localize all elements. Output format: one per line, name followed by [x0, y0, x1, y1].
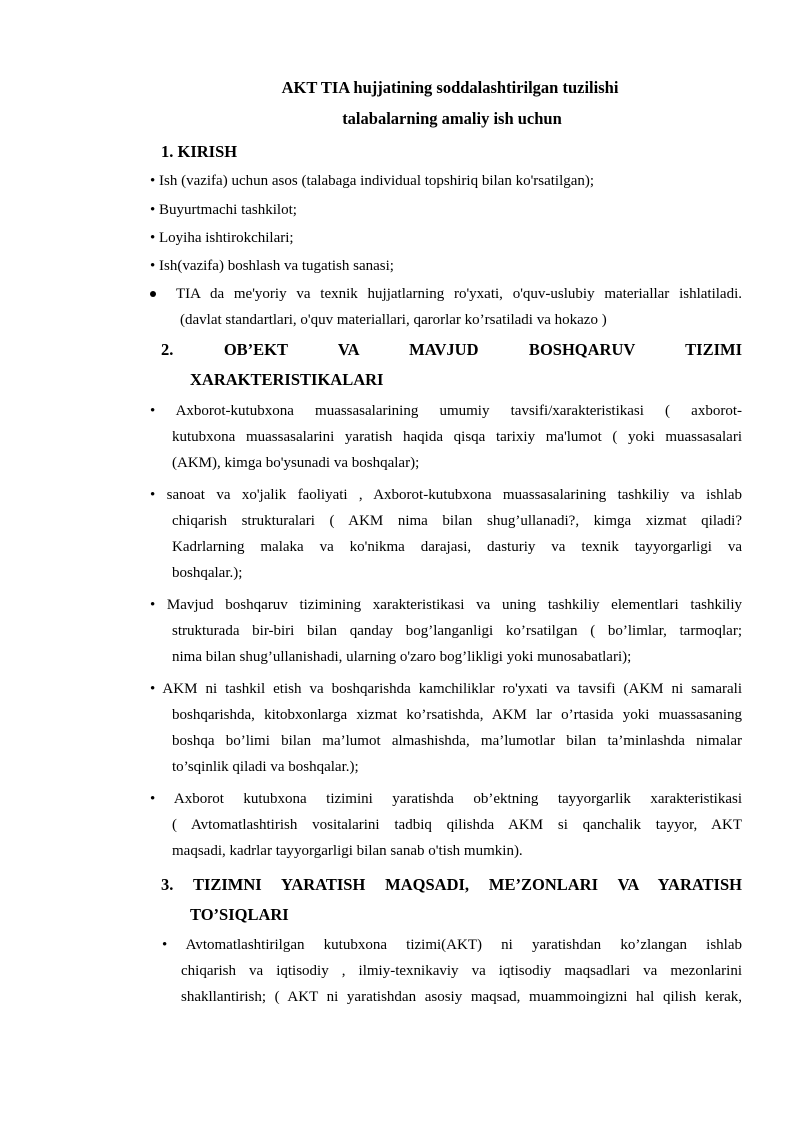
list-item: • Mavjud boshqaruv tizimining xarakteristikasi va uning tashkiliy elementlari tashkiliy	[150, 597, 742, 613]
list-item: boshqa bo’limi bilan ma’lumot almashishda, ma’lumotlar bilan ta’minlashda nimalar	[172, 733, 742, 749]
list-item-bullet-line-1: TIA da me'yoriy va texnik hujjatlarning ro'yxati, o'quv-uslubiy materiallar ishlatiladi.	[176, 286, 742, 302]
list-item: chiqarish va iqtisodiy , ilmiy-texnikaviy va iqtisodiy maqsadlari va mezonlarini	[181, 963, 742, 979]
list-item: strukturada bir-biri bilan qanday bog’langanligi ko’rsatilgan ( bo’limlar, tarmoqlar;	[172, 623, 742, 639]
section-3-heading-line-2: TO’SIQLARI	[190, 905, 289, 924]
list-item: boshqarishda, kitobxonlarga xizmat ko’rsatishda, AKM lar o’rtasida yoki muassasaning	[172, 707, 742, 723]
list-item: • sanoat va xo'jalik faoliyati , Axborot-kutubxona muassasalarining tashkiliy va ishlab	[150, 487, 742, 503]
section-3-heading-line-1: 3. TIZIMNI YARATISH MAQSADI, ME’ZONLARI VA YARATISH	[161, 875, 742, 894]
list-item: • Ish (vazifa) uchun asos (talabaga individual topshiriq bilan ko'rsatilgan);	[150, 173, 595, 189]
list-item: • Loyiha ishtirokchilari;	[150, 230, 294, 246]
section-1-heading: 1. KIRISH	[161, 142, 238, 161]
list-item: shakllantirish; ( AKT ni yaratishdan asosiy maqsad, muammoingizni hal qilish kerak,	[181, 989, 742, 1005]
document-title-line-1: AKT TIA hujjatining soddalashtirilgan tuzilishi	[281, 78, 619, 97]
list-item: boshqalar.);	[172, 565, 243, 581]
list-item: (AKM), kimga bo'ysunadi va boshqalar);	[172, 455, 420, 471]
list-item: ( Avtomatlashtirish vositalarini tadbiq qilishda AKM si qanchalik tayyor, AKT	[172, 817, 742, 833]
list-item: • Ish(vazifa) boshlash va tugatish sanasi;	[150, 258, 394, 274]
section-2-heading-line-1: 2. OB’EKT VA MAVJUD BOSHQARUV TIZIMI	[161, 340, 742, 359]
list-item: to’sqinlik qiladi va boshqalar.);	[172, 759, 359, 775]
bullet-dot-icon	[150, 291, 156, 297]
list-item: maqsadi, kadrlar tayyorgarligi bilan sanab o'tish mumkin).	[172, 843, 523, 859]
list-item: • AKM ni tashkil etish va boshqarishda kamchiliklar ro'yxati va tavsifi (AKM ni samarali	[150, 681, 742, 697]
document-title-line-2: talabalarning amaliy ish uchun	[342, 109, 562, 128]
list-item: kutubxona muassasalarini yaratish haqida qisqa tarixiy ma'lumot ( yoki muassasalari	[172, 429, 742, 445]
list-item: Kadrlarning malaka va ko'nikma darajasi, dasturiy va texnik tayyorgarligi va	[172, 539, 742, 555]
list-item: chiqarish strukturalari ( AKM nima bilan shug’ullanadi?, kimga xizmat qiladi?	[172, 513, 742, 529]
list-item: • Avtomatlashtirilgan kutubxona tizimi(AKT) ni yaratishdan ko’zlangan ishlab	[162, 937, 742, 953]
list-item: • Axborot-kutubxona muassasalarining umumiy tavsifi/xarakteristikasi ( axborot-	[150, 403, 742, 419]
list-item: nima bilan shug’ullanishadi, ularning o'zaro bog’likligi yoki munosabatlari);	[172, 649, 632, 665]
list-item: • Axborot kutubxona tizimini yaratishda ob’ektning tayyorgarlik xarakteristikasi	[150, 791, 742, 807]
list-item: • Buyurtmachi tashkilot;	[150, 202, 297, 218]
section-2-heading-line-2: XARAKTERISTIKALARI	[190, 370, 384, 389]
list-item-bullet-line-2: (davlat standartlari, o'quv materiallari, qarorlar ko’rsatiladi va hokazo )	[180, 312, 607, 328]
